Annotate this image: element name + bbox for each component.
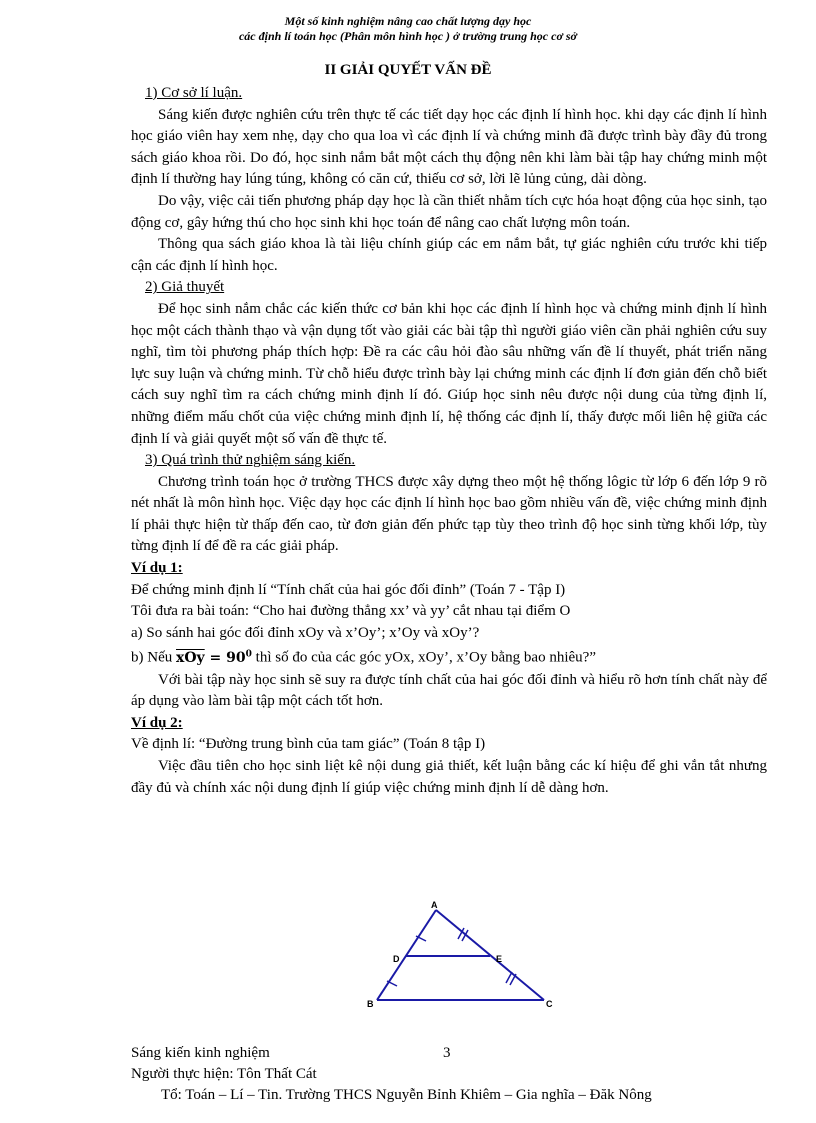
section-heading-1: 1) Cơ sở lí luận. (145, 85, 243, 101)
example-2-label: Ví dụ 2: (131, 714, 183, 731)
vertex-label-c: C (546, 999, 553, 1009)
footer-line-3: Tổ: Toán – Lí – Tin. Trường THCS Nguyễn Bỉnh Khiêm – Gia nghĩa – Đăk Nông (161, 1087, 652, 1103)
footer-line-1: Sáng kiến kinh nghiệm (131, 1045, 270, 1061)
tick-ec-1 (506, 972, 512, 983)
example-1-line: a) So sánh hai góc đối đỉnh xOy và x’Oy’; x’Oy và xOy’? (131, 624, 480, 641)
vertex-label-e: E (496, 954, 503, 964)
running-header-line-1: Một số kinh nghiệm nâng cao chất lượng dạy học (284, 14, 532, 28)
paragraph: Với bài tập này học sinh sẽ suy ra được tính chất của hai góc đối đỉnh và hiểu rõ hơn tính chất này để áp dụng vào làm bài tập một cách tốt hơn. (131, 671, 767, 710)
example-1-label: Ví dụ 1: (131, 560, 183, 577)
tick-ec-2 (510, 974, 516, 985)
vertex-label-d: D (393, 954, 400, 964)
paragraph: Việc đầu tiên cho học sinh liệt kê nội dung giả thiết, kết luận bằng các kí hiệu để ghi vắn tắt nhưng đầy đủ và chính xác nội dung định lí giúp việc chứng minh định lí dễ dàng hơn. (131, 758, 767, 796)
vertex-label-a: A (431, 900, 438, 910)
document-body (131, 83, 767, 799)
paragraph: Để học sinh nắm chắc các kiến thức cơ bản khi học các định lí hình học và chứng minh định lí hình học một cách thành thạo và vận dụng tốt vào giải các bài tập thì người giáo viên cần phải nghiên cứu suy nghĩ, tìm tòi phương pháp thích hợp: Đề ra các câu hỏi đào sâu những vấn đề lí thuyết, phát triển năng lực suy luận và chứng minh. Từ chỗ hiểu được trình bày lại chứng minh các định lí đơn giản đến chỗ biết cách suy nghĩ tìm ra cách chứng minh định lí đó. Giúp học sinh nêu được nội dung của từng định lí, những điểm mấu chốt của việc chứng minh định lí, hệ thống các định lí, thấy được mối liên hệ giữa các định lí và giải quyết một số vấn đề thực tế. (131, 300, 767, 447)
angle-formula: $\overline{xOy} = 90^0$ (176, 649, 252, 667)
vertex-label-b: B (367, 999, 374, 1009)
paragraph: Do vậy, việc cải tiến phương pháp dạy học là cần thiết nhằm tích cực hóa hoạt động của học sinh, tạo động cơ, gây hứng thú cho học sinh khi học toán để nâng cao chất lượng môn toán. (131, 192, 767, 231)
page-number: 3 (443, 1045, 451, 1061)
paragraph: Sáng kiến được nghiên cứu trên thực tế các tiết dạy học các định lí hình học. khi dạy các định lí hình học giáo viên hay xem nhẹ, dạy cho qua loa vì các định lí và chứng minh đã được trình bày đầy đủ trong sách giáo khoa rồi. Do đó, học sinh nắm bắt một cách thụ động nên khi làm bài tập hay chứng minh một định lí thường hay lúng túng, không có căn cứ, thiếu cơ sở, lời lẽ lủng củng, dài dòng. (131, 106, 767, 188)
triangle-midline-figure (360, 900, 560, 1010)
section-title: II GIẢI QUYẾT VẤN ĐỀ (324, 62, 492, 78)
paragraph: Thông qua sách giáo khoa là tài liệu chính giúp các em nắm bắt, tự giác nghiên cứu trước khi tiếp cận các định lí hình học. (131, 236, 767, 274)
section-heading-2: 2) Giả thuyết (145, 279, 225, 296)
running-header-line-2: các định lí toán học (Phân môn hình học ) ở trường trung học cơ sở (238, 29, 577, 43)
page-footer (131, 1043, 767, 1106)
paragraph: Chương trình toán học ở trường THCS được xây dựng theo một hệ thống lôgic từ lớp 6 đến lớp 9 rõ nét nhất là môn hình học. Việc dạy học các định lí hình học bao gồm nhiều vấn đề, việc chứng minh định lí phải thực hiện từ thấp đến cao, từ đơn giản đến phức tạp tùy theo trình độ học sinh từng khối lớp, tùy từng định lí để đề ra các giải pháp. (131, 473, 767, 555)
example-1-line: Tôi đưa ra bài toán: “Cho hai đường thẳng xx’ và yy’ cắt nhau tại điểm O (131, 603, 571, 620)
example-2-line: Về định lí: “Đường trung bình của tam giác” (Toán 8 tập I) (131, 736, 486, 753)
example-1-line: Để chứng minh định lí “Tính chất của hai góc đối đỉnh” (Toán 7 - Tập I) (131, 581, 566, 598)
footer-line-2: Người thực hiện: Tôn Thất Cát (131, 1066, 317, 1082)
section-heading-3: 3) Quá trình thử nghiệm sáng kiến. (145, 452, 356, 469)
example-1-line-with-formula: b) Nếu $\overline{xOy} = 90^0$ thì số đo của các góc yOx, xOy’, x’Oy bằng bao nhiêu?” (131, 649, 596, 667)
